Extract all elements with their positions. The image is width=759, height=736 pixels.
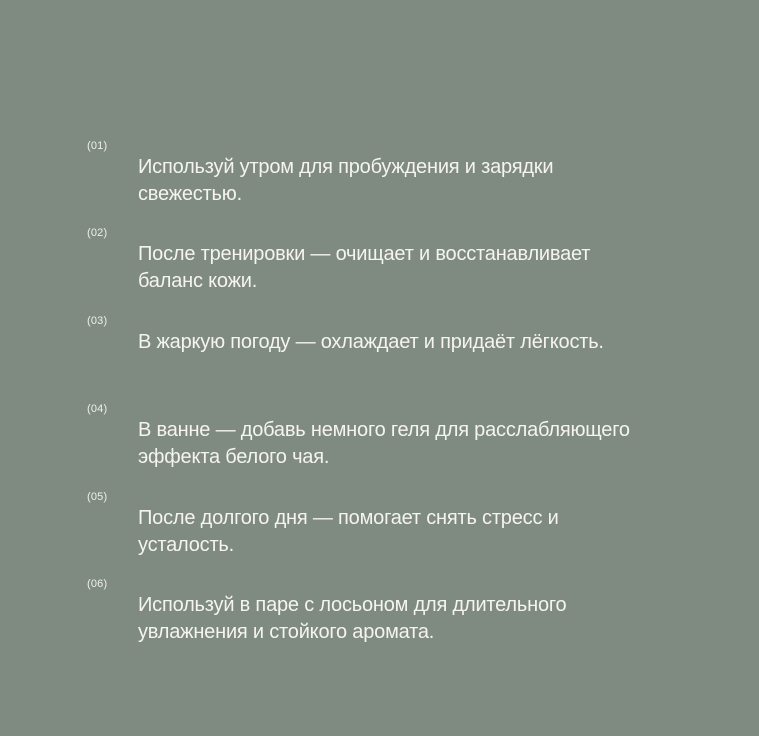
tip-text: В жаркую погоду — охлаждает и придаёт лёгкость.: [138, 331, 604, 353]
tip-text: Используй в паре с лосьоном для длительного увлажнения и стойкого аромата.: [138, 594, 567, 643]
tip-number: (01): [87, 140, 108, 152]
tip-text: После долгого дня — помогает снять стресс и усталость.: [138, 507, 559, 556]
tip-text: В ванне — добавь немного геля для расслабляющего эффекта белого чая.: [138, 419, 630, 468]
tip-text: После тренировки — очищает и восстанавливает баланс кожи.: [138, 243, 591, 292]
tip-number: (06): [87, 578, 108, 590]
tip-text: Используй утром для пробуждения и зарядки свежестью.: [138, 156, 554, 205]
tip-number: (02): [87, 227, 108, 239]
tip-number: (03): [87, 315, 108, 327]
tip-number: (04): [87, 403, 108, 415]
tip-number: (05): [87, 491, 108, 503]
